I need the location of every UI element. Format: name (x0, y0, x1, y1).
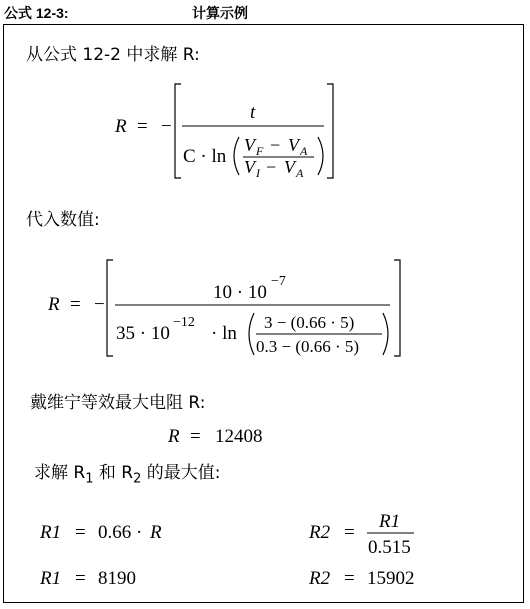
r2-value-lhs: R2 (309, 568, 331, 589)
step4-post: 的最大值: (141, 463, 221, 483)
r2-value: 15902 (367, 568, 415, 589)
r2-lhs: R2 (309, 522, 331, 543)
eq1-vi-sub: I (256, 166, 260, 180)
step-thevenin: 戴维宁等效最大电阻 R: (30, 393, 206, 413)
r1-value-lhs: R1 (40, 568, 62, 589)
r1-value: 8190 (98, 568, 136, 589)
r2-numerator: R1 (379, 511, 401, 532)
result-equals: = (190, 426, 201, 447)
eq2-left-paren (249, 313, 254, 355)
step-solve-r: 从公式 12-2 中求解 R: (26, 45, 200, 65)
eq1-vf-sub: F (256, 144, 264, 158)
step4-sub1: 1 (85, 471, 94, 487)
eq1-equals: = (137, 116, 148, 137)
eq2-lhs: R (48, 294, 60, 315)
eq2-inner-numerator: 3 − (0.66 · 5) (264, 313, 355, 332)
equation-title: 计算示例 (192, 5, 248, 21)
eq1-right-bracket (327, 84, 333, 178)
eq2-right-paren (383, 313, 388, 355)
result-lhs: R (168, 426, 180, 447)
step-solve-r1-r2 (34, 458, 221, 486)
step-substitute: 代入数值: (26, 210, 100, 230)
r2-equals: = (344, 522, 355, 543)
eq1-lhs: R (115, 116, 127, 137)
r1-lhs: R1 (40, 522, 62, 543)
eq2-den-exp: −12 (173, 315, 195, 330)
eq1-vf: V (244, 135, 255, 155)
r1-value-equals: = (75, 568, 86, 589)
eq2-den-ln: · ln (211, 323, 237, 344)
eq1-va-2: V (284, 157, 295, 177)
r1-equals: = (75, 522, 86, 543)
step4-pre: 求解 R (34, 463, 86, 483)
eq1-inner-minus-2: − (266, 157, 277, 177)
r1-expr-r: R (150, 522, 162, 543)
r2-denominator: 0.515 (368, 537, 411, 558)
eq1-inner-minus: − (270, 135, 281, 155)
equation-label: 公式 12-3: (4, 5, 69, 21)
eq1-va-2-sub: A (296, 166, 304, 180)
eq2-right-bracket (394, 260, 400, 356)
eq2-inner-denominator: 0.3 − (0.66 · 5) (256, 337, 360, 356)
eq1-numerator: t (250, 102, 256, 123)
eq1-va: V (288, 135, 299, 155)
eq1-left-bracket (175, 84, 181, 178)
eq1-c-ln: C · ln (183, 146, 227, 167)
eq1-left-paren (234, 137, 239, 175)
eq1-right-paren (318, 137, 323, 175)
eq1-va-sub: A (300, 144, 308, 158)
eq2-numerator: 10 · 10 (213, 282, 267, 303)
eq2-den-a: 35 · 10 (116, 323, 170, 344)
eq2-minus: − (94, 294, 105, 315)
result-value: 12408 (215, 426, 263, 447)
step4-mid: 和 R (93, 463, 134, 483)
r1-expr: 0.66 · (98, 522, 143, 543)
eq1-vi: V (244, 157, 255, 177)
eq2-left-bracket (107, 260, 113, 356)
eq1-minus: − (161, 116, 172, 137)
step4-sub2: 2 (133, 471, 142, 487)
eq2-num-exp: −7 (271, 274, 286, 289)
r2-value-equals: = (344, 568, 355, 589)
eq2-equals: = (70, 294, 81, 315)
